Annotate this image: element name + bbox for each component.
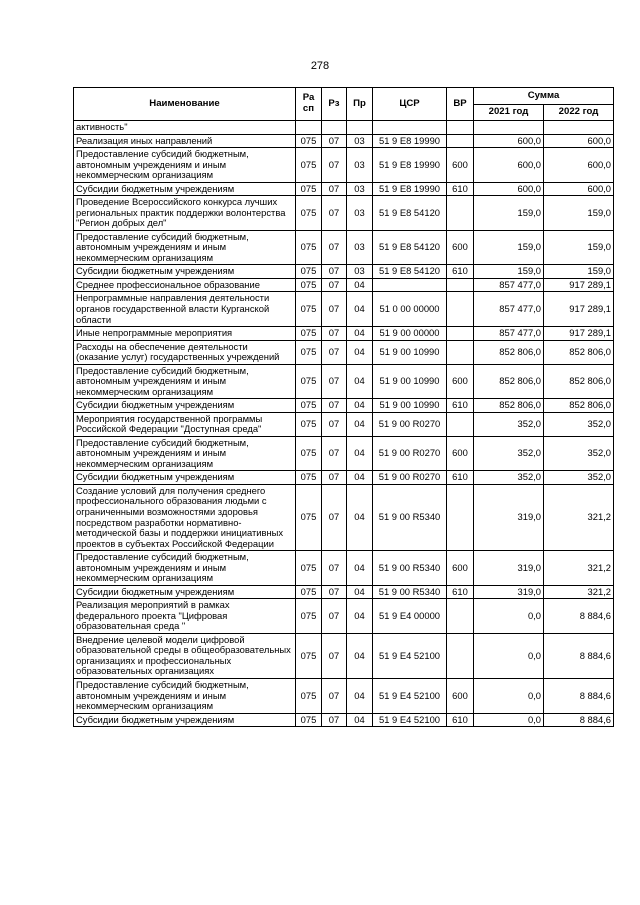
row-name: Предоставление субсидий бюджетным, автономным учреждениям и иным некоммерческим организациям	[74, 678, 296, 713]
row-sum-2022: 159,0	[544, 196, 614, 231]
row-sum-2022: 600,0	[544, 134, 614, 148]
row-sum-2021: 159,0	[474, 230, 544, 265]
row-sum-2021: 600,0	[474, 182, 544, 196]
row-name: Субсидии бюджетным учреждениям	[74, 265, 296, 279]
row-rasp: 075	[296, 230, 322, 265]
row-csr	[373, 121, 447, 135]
table-body	[74, 121, 614, 727]
row-rz: 07	[322, 134, 347, 148]
row-rasp: 075	[296, 265, 322, 279]
row-rasp: 075	[296, 678, 322, 713]
row-rz: 07	[322, 278, 347, 292]
row-rz: 07	[322, 196, 347, 231]
row-rz: 07	[322, 292, 347, 327]
row-vr: 610	[447, 471, 474, 485]
row-csr: 51 9 E8 54120	[373, 196, 447, 231]
row-rz: 07	[322, 585, 347, 599]
row-vr: 610	[447, 399, 474, 413]
row-name: Мероприятия государственной программы Российской Федерации "Доступная среда"	[74, 412, 296, 436]
header-rasp: Ра сп	[296, 88, 322, 121]
row-rz: 07	[322, 713, 347, 727]
header-vr: ВР	[447, 88, 474, 121]
table-row	[74, 265, 614, 279]
row-rz: 07	[322, 678, 347, 713]
row-sum-2021: 857 477,0	[474, 278, 544, 292]
row-vr	[447, 599, 474, 634]
row-name: Внедрение целевой модели цифровой образовательной среды в общеобразовательных организациях и профессиональных образовательных организациях	[74, 633, 296, 678]
table-row	[74, 436, 614, 471]
row-rasp: 075	[296, 436, 322, 471]
row-sum-2022: 352,0	[544, 436, 614, 471]
row-rz: 07	[322, 599, 347, 634]
row-sum-2022: 8 884,6	[544, 678, 614, 713]
table-row	[74, 399, 614, 413]
row-csr: 51 9 E4 52100	[373, 633, 447, 678]
row-vr: 600	[447, 364, 474, 399]
row-sum-2021: 0,0	[474, 678, 544, 713]
row-csr: 51 0 00 00000	[373, 292, 447, 327]
row-rasp: 075	[296, 182, 322, 196]
row-sum-2022: 600,0	[544, 148, 614, 183]
row-csr: 51 9 E8 54120	[373, 265, 447, 279]
row-pr: 03	[347, 265, 373, 279]
row-name: Предоставление субсидий бюджетным, автономным учреждениям и иным некоммерческим организациям	[74, 364, 296, 399]
row-pr: 04	[347, 633, 373, 678]
row-name: Создание условий для получения среднего профессионального образования людьми с ограниченными возможностями здоровья посредством разработки нормативно-методической базы и поддержки инициативных проектов в субъектах Российской Федерации	[74, 484, 296, 550]
row-rz: 07	[322, 412, 347, 436]
row-sum-2021: 600,0	[474, 134, 544, 148]
row-sum-2021: 352,0	[474, 471, 544, 485]
row-sum-2021: 857 477,0	[474, 327, 544, 341]
row-rasp: 075	[296, 292, 322, 327]
row-csr	[373, 278, 447, 292]
table-row	[74, 599, 614, 634]
row-vr: 600	[447, 551, 474, 586]
row-name: Среднее профессиональное образование	[74, 278, 296, 292]
row-rasp: 075	[296, 364, 322, 399]
row-vr: 610	[447, 265, 474, 279]
row-sum-2022: 852 806,0	[544, 399, 614, 413]
row-vr	[447, 292, 474, 327]
table-row	[74, 121, 614, 135]
row-sum-2022: 852 806,0	[544, 364, 614, 399]
row-pr: 03	[347, 134, 373, 148]
row-rz: 07	[322, 230, 347, 265]
row-sum-2022: 917 289,1	[544, 278, 614, 292]
table-row	[74, 484, 614, 550]
row-sum-2021: 319,0	[474, 551, 544, 586]
header-pr: Пр	[347, 88, 373, 121]
row-sum-2021: 600,0	[474, 148, 544, 183]
row-sum-2022: 352,0	[544, 412, 614, 436]
row-vr	[447, 633, 474, 678]
table-row	[74, 364, 614, 399]
row-name: Субсидии бюджетным учреждениям	[74, 399, 296, 413]
row-rasp: 075	[296, 148, 322, 183]
row-vr	[447, 121, 474, 135]
row-name: Субсидии бюджетным учреждениям	[74, 471, 296, 485]
row-sum-2021: 159,0	[474, 196, 544, 231]
row-rasp: 075	[296, 134, 322, 148]
row-sum-2022: 917 289,1	[544, 292, 614, 327]
row-rz: 07	[322, 633, 347, 678]
row-sum-2021: 319,0	[474, 484, 544, 550]
header-2021: 2021 год	[474, 105, 544, 121]
row-sum-2022	[544, 121, 614, 135]
row-sum-2022: 321,2	[544, 484, 614, 550]
row-name: Субсидии бюджетным учреждениям	[74, 585, 296, 599]
row-rasp: 075	[296, 484, 322, 550]
row-rasp: 075	[296, 585, 322, 599]
row-name: Предоставление субсидий бюджетным, автономным учреждениям и иным некоммерческим организациям	[74, 551, 296, 586]
row-csr: 51 9 00 10990	[373, 399, 447, 413]
row-vr: 610	[447, 713, 474, 727]
row-name: Предоставление субсидий бюджетным, автономным учреждениям и иным некоммерческим организациям	[74, 148, 296, 183]
row-vr	[447, 278, 474, 292]
row-rasp: 075	[296, 399, 322, 413]
row-sum-2022: 8 884,6	[544, 633, 614, 678]
row-name: Субсидии бюджетным учреждениям	[74, 182, 296, 196]
row-vr: 600	[447, 678, 474, 713]
table-row	[74, 412, 614, 436]
row-rasp: 075	[296, 471, 322, 485]
row-pr: 04	[347, 399, 373, 413]
row-csr: 51 9 E4 00000	[373, 599, 447, 634]
row-sum-2021: 852 806,0	[474, 364, 544, 399]
page-number: 278	[310, 60, 330, 72]
row-rz: 07	[322, 182, 347, 196]
row-csr: 51 9 E4 52100	[373, 678, 447, 713]
row-pr: 04	[347, 471, 373, 485]
header-csr: ЦСР	[373, 88, 447, 121]
table-row	[74, 551, 614, 586]
row-sum-2021: 852 806,0	[474, 340, 544, 364]
row-vr	[447, 412, 474, 436]
table-row	[74, 134, 614, 148]
row-sum-2021: 0,0	[474, 633, 544, 678]
row-name: Реализация мероприятий в рамках федерального проекта "Цифровая образовательная среда "	[74, 599, 296, 634]
row-vr: 600	[447, 230, 474, 265]
row-rasp: 075	[296, 340, 322, 364]
header-name: Наименование	[74, 88, 296, 121]
row-pr: 04	[347, 278, 373, 292]
row-rasp: 075	[296, 412, 322, 436]
row-sum-2022: 917 289,1	[544, 327, 614, 341]
table-row	[74, 633, 614, 678]
row-vr	[447, 196, 474, 231]
row-vr: 600	[447, 148, 474, 183]
row-pr: 03	[347, 148, 373, 183]
row-sum-2022: 321,2	[544, 585, 614, 599]
row-sum-2021: 352,0	[474, 412, 544, 436]
row-rz: 07	[322, 148, 347, 183]
row-rasp: 075	[296, 196, 322, 231]
row-csr: 51 9 00 R5340	[373, 551, 447, 586]
row-vr	[447, 340, 474, 364]
row-rasp: 075	[296, 278, 322, 292]
header-2022: 2022 год	[544, 105, 614, 121]
row-vr	[447, 327, 474, 341]
table-row	[74, 196, 614, 231]
header-row	[74, 88, 614, 105]
row-csr: 51 9 00 00000	[373, 327, 447, 341]
row-name: Реализация иных направлений	[74, 134, 296, 148]
row-sum-2022: 159,0	[544, 265, 614, 279]
row-name: Непрограммные направления деятельности органов государственной власти Курганской области	[74, 292, 296, 327]
row-sum-2022: 852 806,0	[544, 340, 614, 364]
row-sum-2021: 159,0	[474, 265, 544, 279]
row-pr: 04	[347, 436, 373, 471]
row-pr: 04	[347, 340, 373, 364]
row-csr: 51 9 E8 19990	[373, 134, 447, 148]
row-pr: 04	[347, 551, 373, 586]
row-sum-2022: 600,0	[544, 182, 614, 196]
table-row	[74, 230, 614, 265]
table-row	[74, 585, 614, 599]
row-sum-2022: 321,2	[544, 551, 614, 586]
row-rasp: 075	[296, 599, 322, 634]
row-csr: 51 9 E8 19990	[373, 148, 447, 183]
row-vr: 610	[447, 182, 474, 196]
table-row	[74, 292, 614, 327]
row-rz: 07	[322, 327, 347, 341]
row-rasp: 075	[296, 327, 322, 341]
row-csr: 51 9 00 R5340	[373, 585, 447, 599]
row-sum-2022: 8 884,6	[544, 713, 614, 727]
row-pr: 03	[347, 182, 373, 196]
row-csr: 51 9 E8 54120	[373, 230, 447, 265]
table-row	[74, 678, 614, 713]
row-pr: 04	[347, 327, 373, 341]
row-pr: 04	[347, 585, 373, 599]
row-rasp: 075	[296, 713, 322, 727]
row-vr: 610	[447, 585, 474, 599]
row-rz: 07	[322, 436, 347, 471]
table-row	[74, 148, 614, 183]
row-rasp	[296, 121, 322, 135]
row-pr: 04	[347, 599, 373, 634]
row-rz: 07	[322, 364, 347, 399]
row-sum-2021: 319,0	[474, 585, 544, 599]
table-row	[74, 471, 614, 485]
budget-table	[73, 87, 614, 727]
row-sum-2021: 0,0	[474, 599, 544, 634]
row-sum-2022: 159,0	[544, 230, 614, 265]
row-sum-2021: 0,0	[474, 713, 544, 727]
row-name: Предоставление субсидий бюджетным, автономным учреждениям и иным некоммерческим организациям	[74, 436, 296, 471]
row-name: Предоставление субсидий бюджетным, автономным учреждениям и иным некоммерческим организациям	[74, 230, 296, 265]
row-csr: 51 9 00 10990	[373, 340, 447, 364]
row-pr: 04	[347, 364, 373, 399]
row-csr: 51 9 E8 19990	[373, 182, 447, 196]
row-pr: 04	[347, 412, 373, 436]
row-rz: 07	[322, 551, 347, 586]
row-rz: 07	[322, 484, 347, 550]
row-rasp: 075	[296, 551, 322, 586]
row-vr	[447, 134, 474, 148]
table-row	[74, 278, 614, 292]
row-csr: 51 9 00 R0270	[373, 471, 447, 485]
row-sum-2021: 857 477,0	[474, 292, 544, 327]
row-name: Расходы на обеспечение деятельности (оказание услуг) государственных учреждений	[74, 340, 296, 364]
row-csr: 51 9 00 R5340	[373, 484, 447, 550]
row-name: Проведение Всероссийского конкурса лучших региональных практик поддержки волонтерства "Регион добрых дел"	[74, 196, 296, 231]
header-rz: Рз	[322, 88, 347, 121]
row-pr: 03	[347, 196, 373, 231]
row-pr: 04	[347, 713, 373, 727]
row-csr: 51 9 00 10990	[373, 364, 447, 399]
row-rz: 07	[322, 340, 347, 364]
row-rz: 07	[322, 471, 347, 485]
row-pr: 04	[347, 292, 373, 327]
table-row	[74, 327, 614, 341]
row-pr: 03	[347, 230, 373, 265]
row-csr: 51 9 00 R0270	[373, 436, 447, 471]
row-rz	[322, 121, 347, 135]
row-sum-2022: 352,0	[544, 471, 614, 485]
row-pr	[347, 121, 373, 135]
row-sum-2021: 352,0	[474, 436, 544, 471]
row-name: Субсидии бюджетным учреждениям	[74, 713, 296, 727]
row-rz: 07	[322, 399, 347, 413]
row-csr: 51 9 00 R0270	[373, 412, 447, 436]
row-vr	[447, 484, 474, 550]
table-row	[74, 340, 614, 364]
row-sum-2022: 8 884,6	[544, 599, 614, 634]
row-rasp: 075	[296, 633, 322, 678]
row-name: Иные непрограммные мероприятия	[74, 327, 296, 341]
row-sum-2021	[474, 121, 544, 135]
header-sum: Сумма	[474, 88, 614, 105]
row-rz: 07	[322, 265, 347, 279]
row-pr: 04	[347, 484, 373, 550]
row-vr: 600	[447, 436, 474, 471]
row-name: активность"	[74, 121, 296, 135]
row-csr: 51 9 E4 52100	[373, 713, 447, 727]
row-pr: 04	[347, 678, 373, 713]
table-row	[74, 182, 614, 196]
row-sum-2021: 852 806,0	[474, 399, 544, 413]
table-row	[74, 713, 614, 727]
